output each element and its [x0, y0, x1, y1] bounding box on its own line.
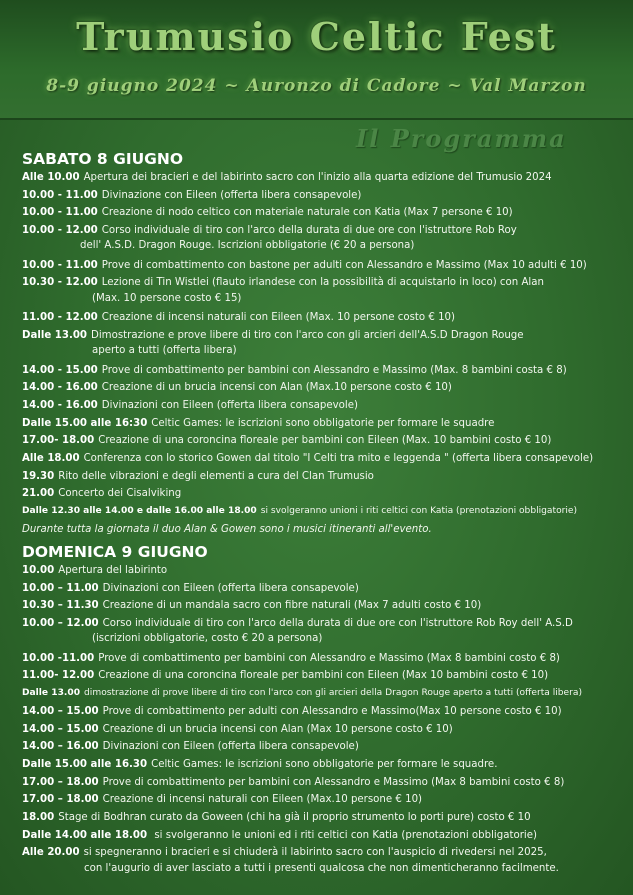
schedule-time: Dalle 13.00: [22, 688, 81, 699]
schedule-description: si spegneranno i bracieri e si chiuderà il labirinto sacro con l'auspicio di rivedersi nel 2025,: [83, 847, 547, 859]
schedule-item: [22, 739, 622, 757]
schedule-time: 10.00 - 11.00: [22, 207, 98, 219]
schedule-time: 17.00- 18.00: [22, 435, 95, 447]
schedule-item: [22, 792, 622, 810]
schedule-time: 14.00 - 15.00: [22, 364, 98, 376]
schedule-description: Lezione di Tin Wistlei (flauto irlandese con la possibilità di acquistarlo in loco) con Alan: [101, 277, 544, 289]
schedule-item: [22, 433, 622, 451]
schedule-description-continued: dell' A.S.D. Dragon Rouge. Iscrizioni obbligatorie (€ 20 a persona): [80, 240, 415, 252]
schedule-item: [22, 205, 622, 223]
schedule-description: Apertura dei bracieri e del labirinto sacro con l'inizio alla quarta edizione del Trumusio 2024: [83, 172, 552, 183]
schedule-description: Prove di combattimento per bambini con Alessandro e Massimo (Max 8 bambini costo € 8): [102, 776, 565, 788]
schedule-description: Corso individuale di tiro con l'arco della durata di due ore con l'istruttore Rob Roy dell' A.S.D: [102, 618, 573, 630]
schedule-time: 10.00 – 12.00: [22, 618, 99, 630]
schedule-item: [22, 504, 622, 522]
schedule-description-continued: con l'augurio di aver lasciato a tutti i presenti qualcosa che non dimenticheranno facilmente.: [84, 862, 559, 874]
schedule-item: [22, 275, 622, 310]
schedule-item: [22, 170, 622, 188]
schedule-item: [22, 616, 622, 651]
schedule-time: 14.00 – 15.00: [22, 723, 99, 735]
schedule-description: Prove di combattimento con bastone per adulti con Alessandro e Massimo (Max 10 adulti € 10): [101, 259, 587, 271]
schedule-time: Dalle 15.00 alle 16.30: [22, 758, 148, 770]
schedule-time: Dalle 15.00 alle 16:30: [22, 417, 148, 429]
schedule-time: 10.00 -11.00: [22, 652, 95, 664]
schedule-description: si svolgeranno le unioni ed i riti celtici con Katia (prenotazioni obbligatorie): [151, 829, 537, 841]
schedule-time: 21.00: [22, 488, 55, 500]
schedule-time: Alle 10.00: [22, 172, 80, 183]
schedule-item: [22, 563, 622, 581]
schedule-time: 14.00 – 15.00: [22, 705, 99, 717]
schedule-time: 10.00 – 11.00: [22, 582, 99, 594]
schedule-time: 14.00 - 16.00: [22, 382, 98, 394]
schedule-item: [22, 845, 622, 880]
schedule-description: Divinazioni con Eileen (offerta libera consapevole): [101, 399, 358, 411]
schedule-description: Concerto dei Cisalviking: [58, 488, 182, 500]
header-banner: [0, 0, 633, 120]
schedule-time: Dalle 13.00: [22, 329, 87, 341]
schedule-description: Creazione di nodo celtico con materiale naturale con Katia (Max 7 persone € 10): [101, 207, 513, 219]
schedule-time: 17.00 – 18.00: [22, 794, 99, 806]
schedule-time: 10.00 - 11.00: [22, 259, 98, 271]
schedule-description: Durante tutta la giornata il duo Alan & Gowen sono i musici itineranti all'evento.: [22, 523, 432, 535]
saturday-heading: SABATO 8 GIUGNO: [22, 150, 184, 168]
schedule-item: [22, 522, 622, 540]
schedule-description: Dimostrazione e prove libere di tiro con l'arco con gli arcieri dell'A.S.D Dragon Rouge: [91, 329, 524, 341]
schedule-item: [22, 704, 622, 722]
schedule-item: [22, 328, 622, 363]
schedule-time: 14.00 - 16.00: [22, 399, 98, 411]
schedule-description: si svolgeranno unioni i riti celtici con Katia (prenotazioni obbligatorie): [260, 506, 578, 516]
schedule-time: Alle 18.00: [22, 452, 80, 464]
schedule-item: [22, 757, 622, 775]
schedule-time: 10.30 – 11.30: [22, 600, 99, 612]
festival-subtitle: 8-9 giugno 2024 ~ Auronzo di Cadore ~ Val Marzon: [46, 76, 587, 96]
schedule-item: [22, 775, 622, 793]
schedule-time: 17.00 – 18.00: [22, 776, 99, 788]
schedule-item: [22, 451, 622, 469]
schedule-description: Creazione di un brucia incensi con Alan (Max.10 persone costo € 10): [101, 382, 452, 394]
schedule-description: Celtic Games: le iscrizioni sono obbligatorie per formare le squadre.: [151, 758, 498, 770]
schedule-item: [22, 223, 622, 258]
schedule-time: 18.00: [22, 811, 55, 823]
schedule-description: Corso individuale di tiro con l'arco della durata di due ore con l'istruttore Rob Roy: [101, 225, 517, 237]
schedule-item: [22, 598, 622, 616]
schedule-time: 10.30 - 12.00: [22, 277, 98, 289]
schedule-description: Conferenza con lo storico Gowen dal titolo "I Celti tra mito e leggenda " (offerta libera consapevole): [83, 452, 594, 464]
schedule-description: Celtic Games: le iscrizioni sono obbligatorie per formare le squadre: [151, 417, 495, 429]
schedule-description: Creazione di un brucia incensi con Alan (Max 10 persone costo € 10): [102, 723, 453, 735]
schedule-description: Creazione di un mandala sacro con fibre naturali (Max 7 adulti costo € 10): [102, 600, 482, 612]
sunday-heading: DOMENICA 9 GIUGNO: [22, 543, 208, 561]
schedule-item: [22, 722, 622, 740]
schedule-description: Creazione di una coroncina floreale per bambini con Eileen (Max 10 bambini costo € 10): [98, 670, 549, 682]
schedule-time: 10.00 - 11.00: [22, 189, 98, 201]
schedule-description: Prove di combattimento per bambini con Alessandro e Massimo (Max. 8 bambini costa € 8): [101, 364, 567, 376]
schedule-description-continued: aperto a tutti (offerta libera): [92, 345, 237, 357]
schedule-item: [22, 380, 622, 398]
schedule-time: 10.00 - 12.00: [22, 225, 98, 237]
program-label: Il Programma: [356, 124, 567, 153]
schedule-item: [22, 828, 622, 846]
schedule-description: Apertura del labirinto: [58, 565, 168, 576]
schedule-time: 11.00 - 12.00: [22, 312, 98, 324]
schedule-item: [22, 310, 622, 328]
schedule-item: [22, 398, 622, 416]
schedule-time: 19.30: [22, 470, 55, 482]
schedule-time: 10.00: [22, 565, 55, 576]
schedule-description: Divinazioni con Eileen (offerta libera consapevole): [102, 582, 359, 594]
schedule-description: dimostrazione di prove libere di tiro con l'arco con gli arcieri della Dragon Rouge aperto a tutti (offerta libera): [84, 688, 583, 699]
schedule-time: Dalle 12.30 alle 14.00 e dalle 16.00 alle 18.00: [22, 506, 257, 516]
schedule-description-continued: (iscrizioni obbligatorie, costo € 20 a persona): [92, 633, 323, 645]
schedule-description: Creazione di incensi naturali con Eileen (Max.10 persone € 10): [102, 794, 423, 806]
schedule-description: Prove di combattimento per bambini con Alessandro e Massimo (Max 8 bambini costo € 8): [98, 652, 560, 664]
schedule-description: Creazione di una coroncina floreale per bambini con Eileen (Max. 10 bambini costo € 10): [98, 435, 552, 447]
schedule-item: [22, 486, 622, 504]
schedule-item: [22, 469, 622, 487]
schedule-time: Dalle 14.00 alle 18.00: [22, 829, 148, 841]
schedule-time: 11.00- 12.00: [22, 670, 95, 682]
schedule-item: [22, 686, 622, 704]
saturday-schedule: [22, 170, 622, 539]
sunday-schedule: [22, 563, 622, 880]
schedule-item: [22, 581, 622, 599]
schedule-description: Divinazione con Eileen (offerta libera consapevole): [101, 189, 362, 201]
schedule-item: [22, 810, 622, 828]
schedule-time: Alle 20.00: [22, 847, 80, 859]
schedule-description-continued: (Max. 10 persone costo € 15): [92, 292, 242, 304]
schedule-item: [22, 651, 622, 669]
schedule-description: Divinazioni con Eileen (offerta libera consapevole): [102, 741, 359, 753]
schedule-item: [22, 188, 622, 206]
schedule-item: [22, 416, 622, 434]
schedule-description: Creazione di incensi naturali con Eileen (Max. 10 persone costo € 10): [101, 312, 456, 324]
schedule-description: Stage di Bodhran curato da Goween (chi ha già il proprio strumento lo porti pure) costo € 10: [58, 811, 531, 823]
schedule-item: [22, 363, 622, 381]
schedule-time: 14.00 – 16.00: [22, 741, 99, 753]
schedule-item: [22, 258, 622, 276]
schedule-item: [22, 668, 622, 686]
schedule-description: Prove di combattimento per adulti con Alessandro e Massimo(Max 10 persone costo € 10): [102, 705, 562, 717]
schedule-description: Rito delle vibrazioni e degli elementi a cura del Clan Trumusio: [58, 470, 374, 482]
festival-title: Trumusio Celtic Fest: [76, 14, 557, 59]
